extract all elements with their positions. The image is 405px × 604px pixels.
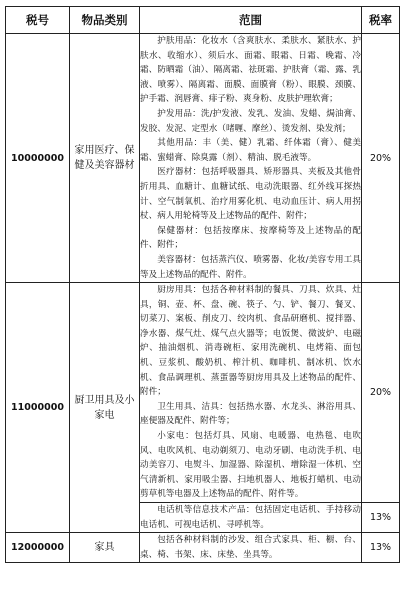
rate-cell: 13% [362,503,400,533]
scope-paragraph: 包括各种材料制的沙发、组合式家具、柜、橱、台、桌、椅、书架、床、床垫、坐具等。 [140,535,361,560]
rate-cell: 20% [362,283,400,503]
scope-paragraph: 美容器材：包括蒸汽仪、喷雾器、化妆/美容专用工具等及上述物品的配件、附件。 [140,254,361,280]
header-code: 税号 [6,7,70,34]
scope-paragraph: 医疗器材：包括呼吸器具、矫形器具、夹板及其他骨折用具、血糖计、血糖试纸、电动洗眼器、红外线耳探热计、空气制氧机、治疗用雾化机、电动血压计、病人用拐杖、病人用轮椅等及上述物品的配件、附件； [140,167,361,222]
scope-cell [140,533,362,563]
table-row [6,34,400,283]
scope-paragraph: 电话机等信息技术产品：包括固定电话机、手持移动电话机、可视电话机、寻呼机等。 [140,505,361,530]
category-cell: 厨卫用具及小家电 [70,283,140,533]
category-cell: 家用医疗、保健及美容器材 [70,34,140,283]
tax-code-cell: 11000000 [6,283,70,533]
scope-paragraph: 护发用品：洗/护发液、发乳、发油、发蜡、焗油膏、发胶、发泥、定型水（啫喱、摩丝）、烫发剂、染发剂； [140,108,361,134]
scope-paragraph: 厨房用具：包括各种材料制的餐具、刀具、炊具、灶具，铜、壶、杯、盘、碗、筷子、勺、铲、餐刀、餐叉、切菜刀、案板、削皮刀、绞肉机、食品研磨机、搅拌器、净水器、煤气灶、煤气点火器等；电饭煲、微波炉、电磁炉、抽油烟机、消毒碗柜、家用洗碗机、电烤箱、面包机、豆浆机、酸奶机、榨汁机、咖啡机、制冰机、饮水机、食品调理机、蒸蛋器等厨房用具及上述物品的配件、附件； [140,285,361,398]
scope-paragraph: 其他用品：丰（美、健）乳霜、纤体霜（膏）、健美霜、蜜蜡膏、除臭露（剂）、精油、脱毛液等。 [140,138,361,163]
header-row [6,7,400,34]
header-scope: 范围 [140,7,362,34]
rate-cell: 13% [362,533,400,563]
scope-paragraph: 卫生用具、洁具：包括热水器、水龙头、淋浴用具、座便器及配件、附件等； [140,401,361,427]
tax-rate-table [5,6,400,563]
scope-paragraph: 小家电：包括灯具、风扇、电暖器、电热毯、电吹风、电吹风机、电动剃须刀、电动牙刷、电动洗手机、电动美容刀、电熨斗、加湿器、除湿机、增除湿一体机、空气清新机、家用吸尘器、扫地机器人、地板打蜡机、电动剪草机等电器及上述物品的配件、附件等。 [140,431,361,500]
category-cell: 家具 [70,533,140,563]
header-category: 物品类别 [70,7,140,34]
table-row [6,283,400,503]
table-row [6,533,400,563]
scope-cell [140,283,362,503]
scope-paragraph: 保健器材：包括按摩床、按摩椅等及上述物品的配件、附件； [140,225,361,251]
tax-code-cell: 10000000 [6,34,70,283]
scope-paragraph: 护肤用品：化妆水（含爽肤水、柔肤水、紧肤水、护肤水、收缩水）、须后水、面霜、眼霜、日霜、晚霜、冷霜、防晒霜（油）、隔离霜、祛斑霜、护肤膏（霜、露、乳液、喷雾）、隔离霜、面膜、面膜膏（粉）、眼膜、颈膜、护手霜、润唇膏、痱子粉、爽身粉、皮肤护理软膏； [140,36,361,105]
scope-cell [140,503,362,533]
rate-cell: 20% [362,34,400,283]
header-rate: 税率 [362,7,400,34]
tax-code-cell: 12000000 [6,533,70,563]
scope-cell [140,34,362,283]
